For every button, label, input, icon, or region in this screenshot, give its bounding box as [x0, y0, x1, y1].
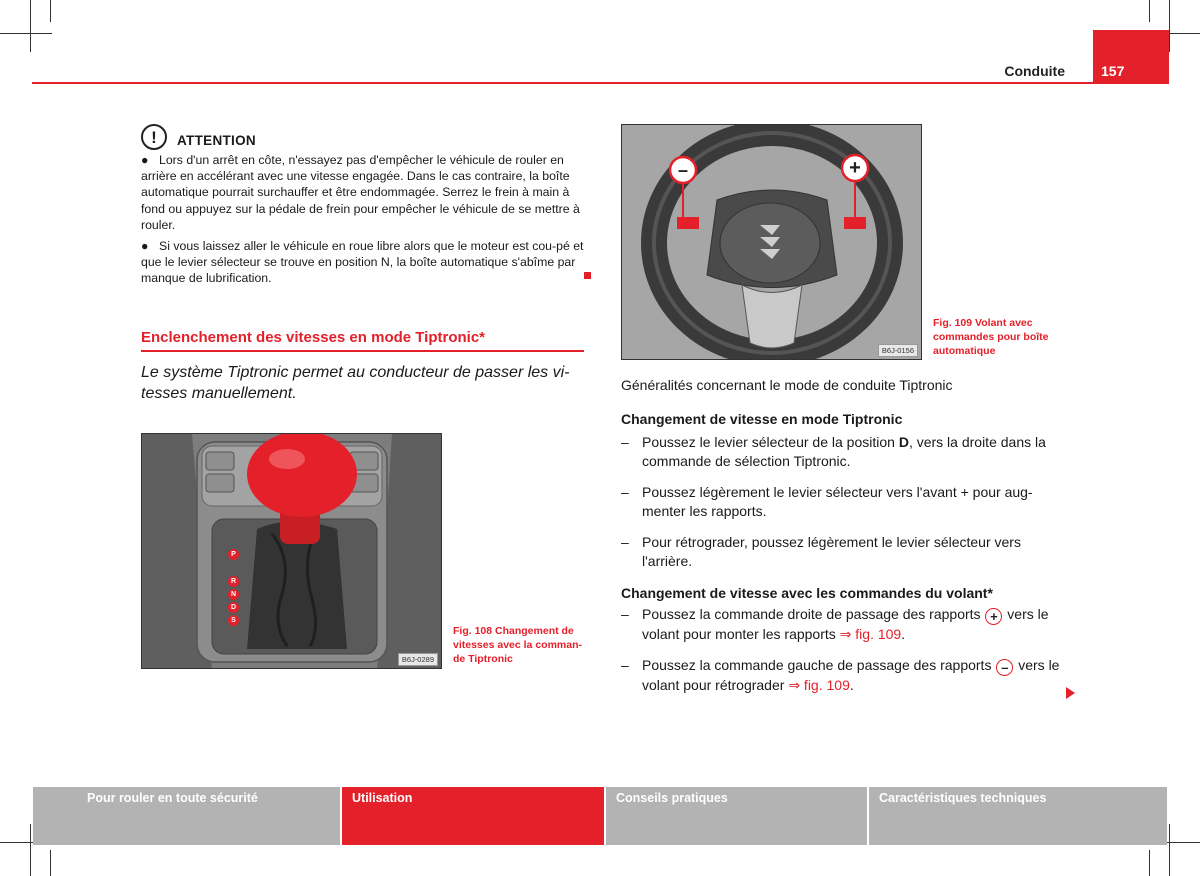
attention-item: ● Lors d'un arrêt en côte, n'essayez pas d'empêcher le véhicule de rouler en arrière en accélérant avec une vitesse engagée. Dans le cas contraire, la boîte automatique pourrait surchauffer et être endommagée. Serrez le frein à main à fond ou appuyez sur la pédale de frein pour empêcher le véhicule de se mettre à rouler.	[141, 153, 580, 232]
continue-arrow-icon	[1066, 687, 1075, 699]
list-item: – Poussez la commande droite de passage des rapports + vers le volant pour monter les rapports ⇒ fig. 109.	[621, 606, 1049, 642]
attention-item: ● Si vous laissez aller le véhicule en roue libre alors que le moteur est cou-pé et que le levier sélecteur se trouve en position N, la boîte automatique s'abîme par manque de lubrification.	[141, 238, 595, 287]
list-item: – Pour rétrograder, poussez légèrement le levier sélecteur vers l'arrière.	[621, 534, 1021, 569]
crop-mark	[30, 824, 31, 876]
crop-mark	[30, 0, 31, 52]
gear-label-r: R	[228, 576, 239, 587]
figure-109	[621, 124, 922, 360]
section-intro: Le système Tiptronic permet au conducteur de passer les vi-tesses manuellement.	[141, 363, 570, 402]
footer-tab-conseils[interactable]	[606, 787, 867, 845]
list-item: – Poussez le levier sélecteur de la position D, vers la droite dans la commande de sélection Tiptronic.	[621, 434, 1046, 469]
list-item: – Poussez la commande gauche de passage des rapports – vers le volant pour rétrograder ⇒ fig. 109.	[621, 657, 1060, 693]
tiptronic-intro: Généralités concernant le mode de conduite Tiptronic	[621, 377, 953, 393]
header-rule	[32, 82, 1168, 84]
steering-wheel-illustration	[622, 125, 922, 360]
paddle-plus-icon: +	[849, 157, 861, 179]
crop-mark	[0, 33, 52, 34]
figure-108-ref: B6J-0289	[398, 653, 438, 666]
crop-mark	[50, 0, 51, 22]
plus-circle-icon: +	[985, 608, 1002, 625]
attention-header	[141, 124, 595, 150]
left-column	[141, 124, 595, 404]
crop-mark	[1169, 0, 1170, 52]
subsection-title-tiptronic: Changement de vitesse en mode Tiptronic	[621, 411, 903, 427]
footer-tab-safety[interactable]	[33, 787, 340, 845]
paddle-minus-icon: –	[677, 160, 688, 180]
crop-mark	[1169, 824, 1170, 876]
minus-circle-icon: –	[996, 659, 1013, 676]
list-item: – Poussez légèrement le levier sélecteur vers l'avant + pour aug-menter les rapports.	[621, 484, 1033, 519]
attention-title: ATTENTION	[177, 132, 256, 148]
crop-mark	[1149, 850, 1150, 876]
gear-label-p: P	[228, 549, 239, 560]
footer-tab-caracteristiques[interactable]	[869, 787, 1167, 845]
footer-tab-label: Utilisation	[352, 791, 413, 805]
end-marker	[584, 272, 591, 279]
page-number: 157	[1101, 63, 1125, 79]
gear-label-s: S	[228, 615, 239, 626]
subsection-title-steering: Changement de vitesse avec les commandes du volant*	[621, 585, 993, 601]
figure-109-link[interactable]: ⇒ fig. 109	[839, 626, 902, 642]
header-section-title: Conduite	[1004, 63, 1065, 79]
gear-label-n: N	[228, 589, 239, 600]
footer-tab-label: Pour rouler en toute sécurité	[87, 791, 258, 805]
figure-109-link[interactable]: ⇒ fig. 109	[788, 677, 850, 693]
figure-108	[141, 433, 442, 669]
exclamation-circle-icon: !	[141, 124, 167, 150]
crop-mark	[50, 850, 51, 876]
figure-108-caption: Fig. 108 Changement de vitesses avec la comman- de Tiptronic	[453, 625, 582, 665]
gear-lever-illustration	[142, 434, 442, 669]
footer-tab-label: Caractéristiques techniques	[879, 791, 1047, 805]
figure-109-ref: B6J-0156	[878, 344, 918, 357]
gear-label-d: D	[228, 602, 239, 613]
bullet: ●	[141, 239, 149, 254]
attention-box	[141, 124, 595, 287]
gear-position-labels	[228, 549, 248, 626]
crop-mark	[1149, 0, 1150, 22]
bullet: ●	[141, 153, 149, 167]
right-column	[621, 376, 1073, 695]
figure-109-caption: Fig. 109 Volant avec commandes pour boîte automatique	[933, 317, 1049, 357]
section-title: Enclenchement des vitesses en mode Tiptronic*	[141, 329, 584, 352]
footer-tab-utilisation[interactable]	[342, 787, 604, 845]
footer-tab-label: Conseils pratiques	[616, 791, 728, 805]
